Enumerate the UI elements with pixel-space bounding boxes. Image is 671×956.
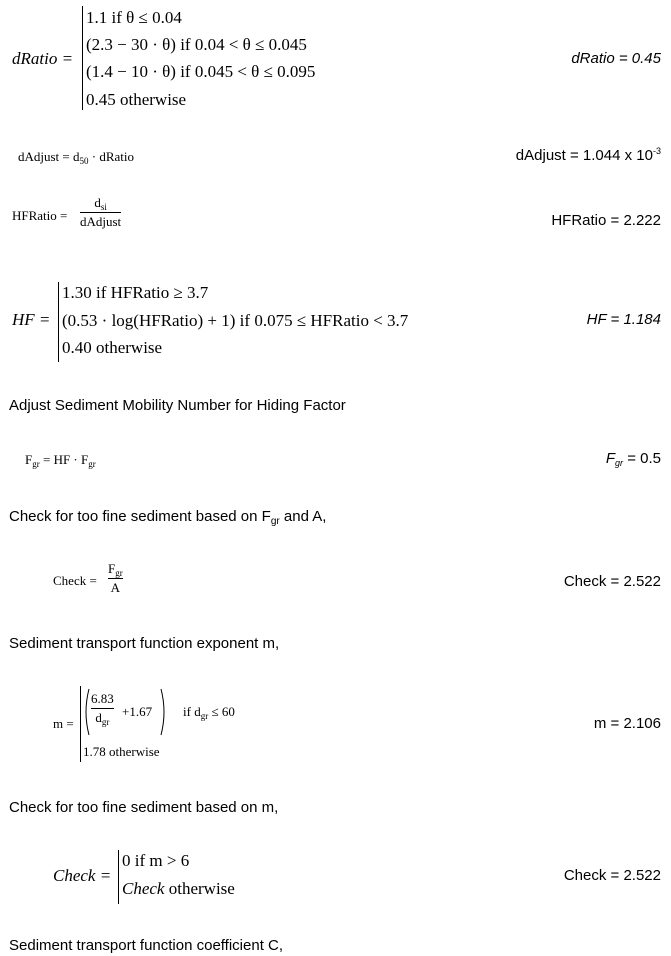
check1-result: Check = 2.522 [563,573,661,590]
dadjust-formula-main: dAdjust = d [18,149,80,164]
heading-check-fgr-sub: gr [270,516,280,527]
m-open-paren [82,688,90,736]
check2-result: Check = 2.522 [563,867,661,884]
m-frac-denominator [95,710,110,728]
check2-case-bar [118,850,119,904]
check2-case-2-var: Check [122,879,165,898]
m-fraction [91,692,114,726]
heading-check-m: Check for too fine sediment based on m, [9,799,279,816]
m-frac-den-main: d [95,710,102,726]
m-cond-main: if d [183,704,201,719]
m-case-2: 1.78 otherwise [83,744,160,759]
fgr-formula [25,452,96,468]
check1-num-sub: gr [115,568,123,578]
m-lhs: m = [53,716,74,731]
dratio-case-2: (2.3 − 30 · θ) if 0.04 < θ ≤ 0.045 [86,35,307,54]
fgr-result-sub: gr [615,458,624,468]
dratio-case-1: 1.1 if θ ≤ 0.04 [86,8,182,27]
check2-lhs: Check = [53,866,112,885]
dratio-case-4: 0.45 otherwise [86,90,187,109]
check1-lhs: Check = [53,573,97,588]
m-plus-term: +1.67 [122,704,153,719]
dratio-case-3: (1.4 − 10 · θ) if 0.045 < θ ≤ 0.095 [86,62,316,81]
check1-denominator: A [110,580,121,596]
hf-case-2: (0.53 · log(HFRatio) + 1) if 0.075 ≤ HFRatio < 3.7 [62,311,409,330]
dratio-lhs: dRatio = [12,49,74,68]
hfratio-lhs: HFRatio = [12,208,68,223]
check2-case-2 [122,879,235,899]
fgr-lhs-main: F [25,452,33,467]
dadjust-result-exp: -3 [652,146,661,156]
hf-result: HF = 1.184 [586,311,661,328]
m-frac-numerator: 6.83 [91,691,114,706]
hfratio-fraction [80,196,121,230]
check1-num-main: F [108,561,116,576]
hfratio-denominator: dAdjust [80,214,122,230]
hf-case-bar [58,282,59,362]
m-frac-den-sub: gr [101,717,110,728]
m-case-bar [80,686,81,762]
heading-coefficient-c: Sediment transport function coefficient C, [9,937,284,954]
hf-lhs: HF = [12,310,51,329]
dadjust-formula [18,149,134,165]
m-condition [183,704,235,720]
check1-numerator [108,562,123,576]
m-cond-rest: ≤ 60 [208,704,235,719]
heading-check-fgr-rest: and A, [279,508,327,525]
heading-check-fgr [9,508,326,525]
fgr-result-rest: = 0.5 [623,450,661,467]
fgr-rhs-sub: gr [88,459,96,469]
check1-fraction-line [108,578,123,579]
dadjust-formula-sub: 50 [79,156,89,166]
fgr-result-main: F [605,450,616,467]
heading-exponent-m: Sediment transport function exponent m, [9,635,280,652]
fgr-result [606,450,661,467]
check1-fraction [108,562,123,596]
hfratio-numerator [94,196,107,210]
hfratio-result: HFRatio = 2.222 [551,212,661,229]
dadjust-result-main: dAdjust = 1.044 x 10 [515,147,653,164]
hfratio-fraction-line [80,212,121,213]
m-result: m = 2.106 [593,715,661,732]
dratio-case-bar [82,6,83,110]
fgr-rhs-main: = HF · F [39,452,89,467]
hfratio-num-main: d [94,195,101,210]
dratio-result: dRatio = 0.45 [571,50,661,67]
m-fraction-line [91,708,114,709]
heading-check-fgr-main: Check for too fine sediment based on F [9,508,271,525]
check2-case-2-rest: otherwise [164,879,235,898]
hfratio-num-sub: si [100,202,107,212]
m-cond-sub: gr [200,711,209,721]
fgr-lhs-sub: gr [32,459,40,469]
dadjust-formula-rest: · dRatio [88,149,135,164]
check2-case-1: 0 if m > 6 [122,851,190,870]
dadjust-result [516,147,661,164]
hf-case-1: 1.30 if HFRatio ≥ 3.7 [62,283,209,302]
hf-case-3: 0.40 otherwise [62,338,163,357]
heading-hiding-factor: Adjust Sediment Mobility Number for Hiding Factor [9,397,346,414]
m-close-paren [160,688,168,736]
